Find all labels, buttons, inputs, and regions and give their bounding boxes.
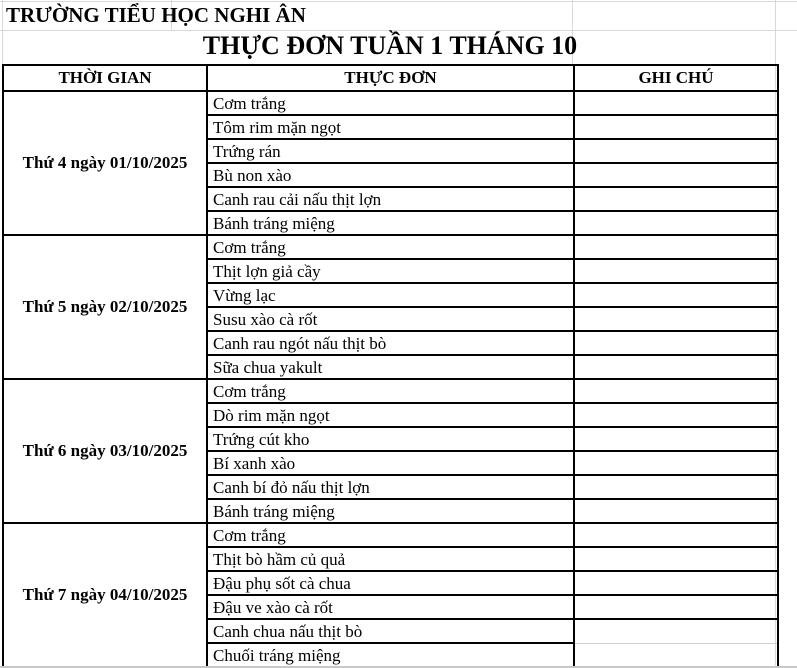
dish-cell[interactable]: Susu xào cà rốt [207, 307, 574, 331]
note-cell[interactable] [574, 211, 778, 235]
dish-cell[interactable]: Trứng rán [207, 139, 574, 163]
dish-cell[interactable]: Trứng cút kho [207, 427, 574, 451]
note-cell[interactable] [574, 451, 778, 475]
note-cell[interactable] [574, 643, 778, 667]
note-cell[interactable] [574, 139, 778, 163]
dish-cell[interactable]: Tôm rim mặn ngọt [207, 115, 574, 139]
note-cell[interactable] [574, 475, 778, 499]
header-note[interactable]: GHI CHÚ [574, 65, 778, 91]
note-cell[interactable] [574, 283, 778, 307]
note-cell[interactable] [574, 259, 778, 283]
note-cell[interactable] [574, 403, 778, 427]
note-cell[interactable] [574, 307, 778, 331]
dish-cell[interactable]: Vừng lạc [207, 283, 574, 307]
note-cell[interactable] [574, 187, 778, 211]
note-cell[interactable] [574, 91, 778, 115]
menu-table [2, 64, 779, 668]
note-cell[interactable] [574, 547, 778, 571]
note-cell[interactable] [574, 379, 778, 403]
dish-cell[interactable]: Bánh tráng miệng [207, 499, 574, 523]
dish-cell[interactable]: Dò rim mặn ngọt [207, 403, 574, 427]
day-cell[interactable]: Thứ 5 ngày 02/10/2025 [3, 235, 207, 379]
dish-cell[interactable]: Cơm trắng [207, 235, 574, 259]
table-row [3, 523, 778, 547]
table-row [3, 235, 778, 259]
dish-cell[interactable]: Canh rau ngót nấu thịt bò [207, 331, 574, 355]
header-row [3, 65, 778, 91]
dish-cell[interactable]: Bí xanh xào [207, 451, 574, 475]
note-cell[interactable] [574, 115, 778, 139]
school-name: TRƯỜNG TIỂU HỌC NGHI ÂN [6, 3, 306, 27]
dish-cell[interactable]: Canh bí đỏ nấu thịt lợn [207, 475, 574, 499]
header-menu[interactable]: THỰC ĐƠN [207, 65, 574, 91]
day-cell[interactable]: Thứ 4 ngày 01/10/2025 [3, 91, 207, 235]
gridline [0, 1, 797, 2]
dish-cell[interactable]: Bánh tráng miệng [207, 211, 574, 235]
dish-cell[interactable]: Chuối tráng miệng [207, 643, 574, 667]
note-cell[interactable] [574, 595, 778, 619]
page-title: THỰC ĐƠN TUẦN 1 THÁNG 10 [202, 31, 578, 60]
day-cell[interactable]: Thứ 6 ngày 03/10/2025 [3, 379, 207, 523]
dish-cell[interactable]: Cơm trắng [207, 91, 574, 115]
note-cell[interactable] [574, 427, 778, 451]
header-time[interactable]: THỜI GIAN [3, 65, 207, 91]
note-cell[interactable] [574, 331, 778, 355]
table-row [3, 379, 778, 403]
note-cell[interactable] [574, 235, 778, 259]
note-cell[interactable] [574, 355, 778, 379]
dish-cell[interactable]: Thịt bò hầm củ quả [207, 547, 574, 571]
dish-cell[interactable]: Canh rau cải nấu thịt lợn [207, 187, 574, 211]
note-cell[interactable] [574, 499, 778, 523]
dish-cell[interactable]: Sữa chua yakult [207, 355, 574, 379]
note-cell[interactable] [574, 163, 778, 187]
dish-cell[interactable]: Đậu phụ sốt cà chua [207, 571, 574, 595]
day-cell[interactable]: Thứ 7 ngày 04/10/2025 [3, 523, 207, 667]
dish-cell[interactable]: Thịt lợn giả cầy [207, 259, 574, 283]
dish-cell[interactable]: Cơm trắng [207, 523, 574, 547]
dish-cell[interactable]: Canh chua nấu thịt bò [207, 619, 574, 643]
table-row [3, 91, 778, 115]
note-cell[interactable] [574, 571, 778, 595]
note-cell[interactable] [574, 523, 778, 547]
dish-cell[interactable]: Bù non xào [207, 163, 574, 187]
note-cell[interactable] [574, 619, 778, 643]
dish-cell[interactable]: Đậu ve xào cà rốt [207, 595, 574, 619]
dish-cell[interactable]: Cơm trắng [207, 379, 574, 403]
